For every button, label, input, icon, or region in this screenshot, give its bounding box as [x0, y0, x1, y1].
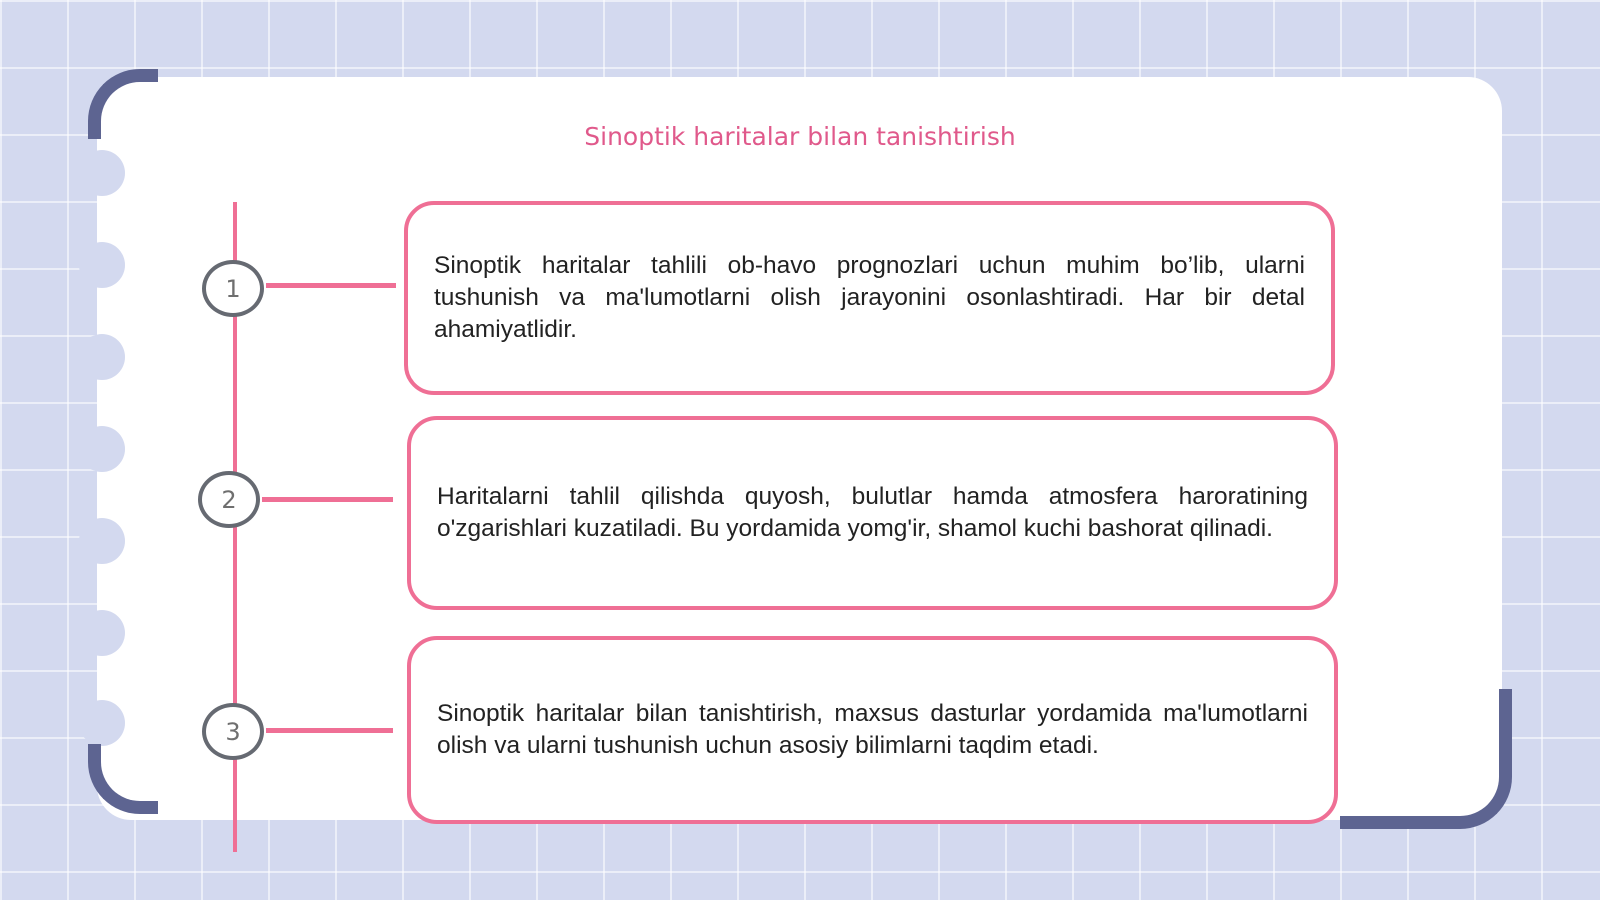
- paper-notch: [79, 150, 125, 196]
- step-text-2: Haritalarni tahlil qilishda quyosh, bulutlar hamda atmosfera haroratining o'zgarishlari kuzatiladi. Bu yordamida yomg'ir, shamol kuchi bashorat qilinadi.: [437, 483, 1308, 542]
- paper-notch: [79, 334, 125, 380]
- frame-corner-bottom-right: [1340, 689, 1512, 829]
- step-card-2: [407, 416, 1338, 610]
- paper-notch: [79, 426, 125, 472]
- step-number-2: 2: [198, 471, 260, 528]
- paper-notch: [79, 610, 125, 656]
- step-text-1: Sinoptik haritalar tahlili ob-havo prognozlari uchun muhim bo’lib, ularni tushunish va ma'lumotlarni olish jarayonini osonlashtiradi. Har bir detal ahamiyatlidir.: [434, 252, 1305, 343]
- step-text-3: Sinoptik haritalar bilan tanishtirish, maxsus dasturlar yordamida ma'lumotlarni olish va ularni tushunish uchun asosiy bilimlarni taqdim etadi.: [437, 700, 1308, 759]
- paper-notch: [79, 518, 125, 564]
- step-number-3: 3: [202, 703, 264, 760]
- timeline-connector: [266, 283, 396, 288]
- slide-title: Sinoptik haritalar bilan tanishtirish: [584, 122, 1016, 151]
- timeline-connector: [262, 497, 393, 502]
- timeline-connector: [266, 728, 393, 733]
- frame-corner-bottom-left: [88, 744, 158, 814]
- paper-notch: [79, 242, 125, 288]
- step-number-1: 1: [202, 260, 264, 317]
- paper-notch: [79, 700, 125, 746]
- step-card-1: [404, 201, 1335, 395]
- step-card-3: [407, 636, 1338, 824]
